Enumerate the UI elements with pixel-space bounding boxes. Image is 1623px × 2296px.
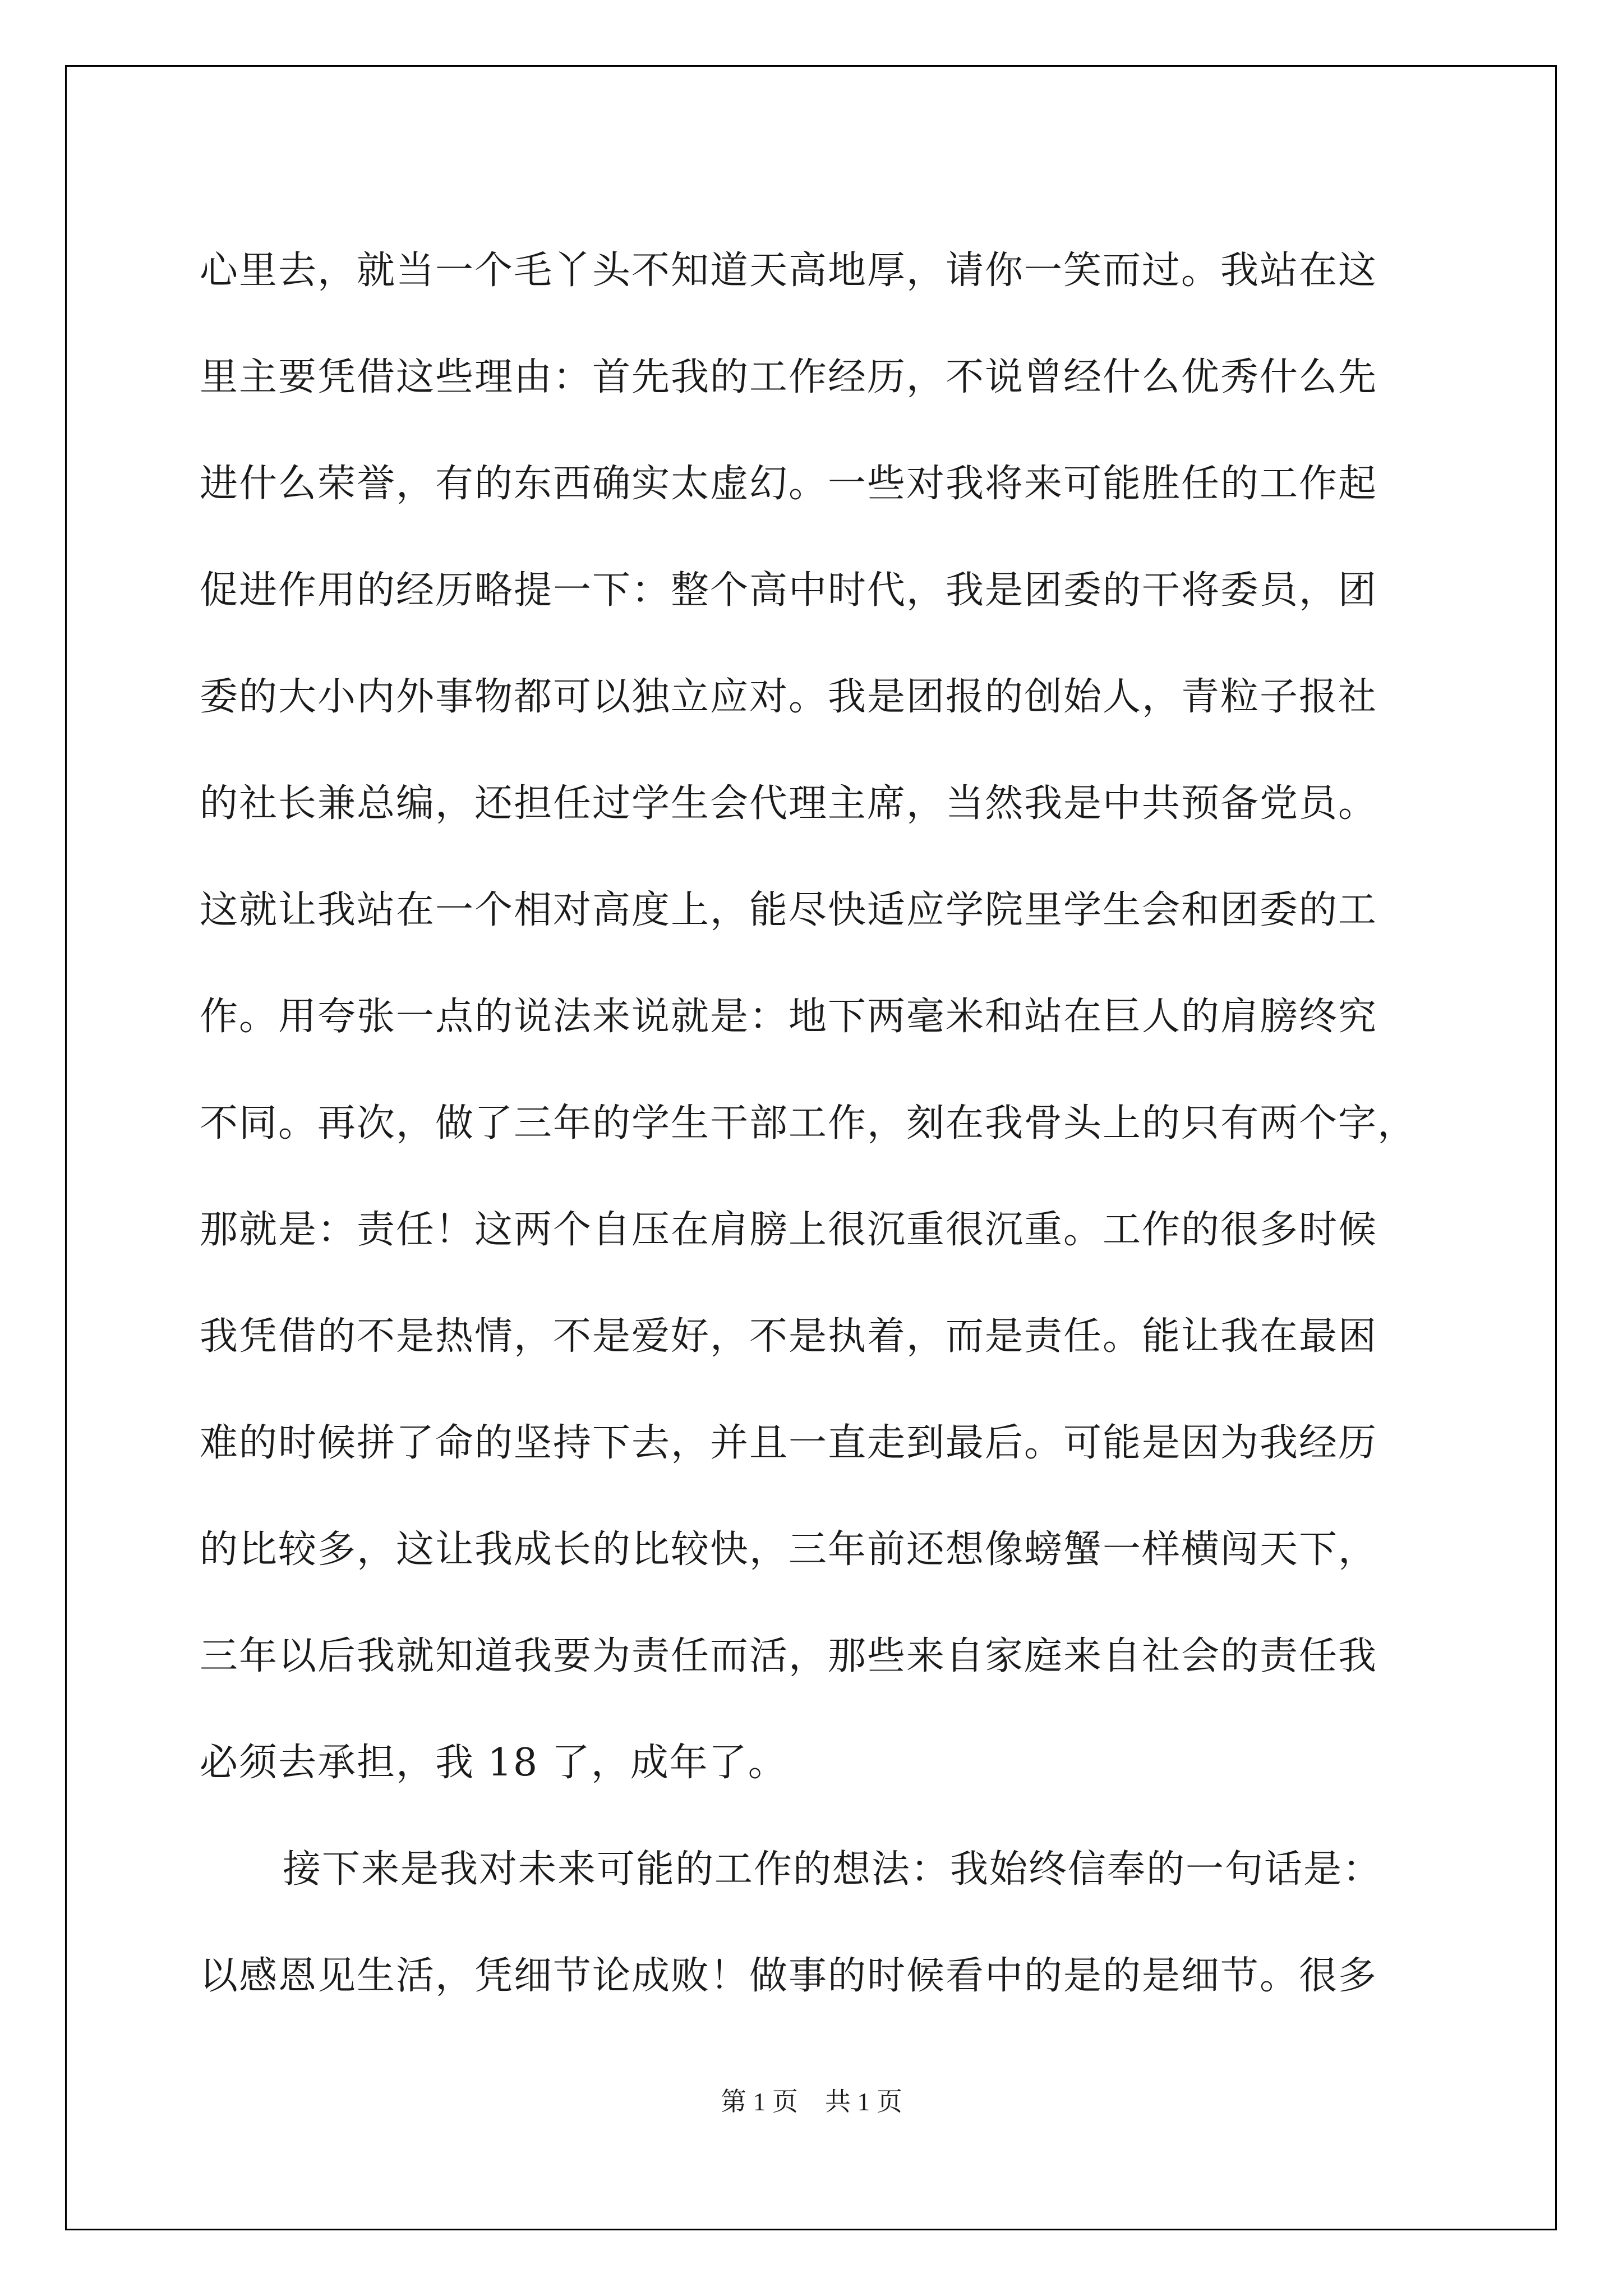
text-line: 三年以后我就知道我要为责任而活，那些来自家庭来自社会的责任我: [200, 1634, 1378, 1678]
page-number: 第 1 页: [721, 2087, 798, 2116]
text-line: 促进作用的经历略提一下：整个高中时代，我是团委的干将委员，团: [200, 568, 1378, 613]
page-total: 共 1 页: [825, 2087, 902, 2116]
text-line: 不同。再次，做了三年的学生干部工作，刻在我骨头上的只有两个字，: [200, 1101, 1417, 1145]
text-line: 委的大小内外事物都可以独立应对。我是团报的创始人，青粒子报社: [200, 675, 1378, 719]
text-line: 心里去，就当一个毛丫头不知道天高地厚，请你一笑而过。我站在这: [200, 249, 1378, 293]
text-line: 的社长兼总编，还担任过学生会代理主席，当然我是中共预备党员。: [200, 781, 1378, 826]
text-line: 以感恩见生活，凭细节论成败！做事的时候看中的是的是细节。很多: [200, 1954, 1378, 1998]
text-line: 的比较多，这让我成长的比较快，三年前还想像螃蟹一样横闯天下，: [200, 1527, 1378, 1572]
page-footer: [0, 2081, 1623, 2118]
paragraph: [200, 218, 1467, 1816]
paragraph: [200, 1816, 1467, 2030]
text-line: 必须去承担，我 18 了，成年了。: [200, 1741, 787, 1785]
text-line: 那就是：责任！这两个自压在肩膀上很沉重很沉重。工作的很多时候: [200, 1208, 1378, 1252]
text-line: 作。用夸张一点的说法来说就是：地下两毫米和站在巨人的肩膀终究: [200, 995, 1378, 1039]
text-line: 难的时候拼了命的坚持下去，并且一直走到最后。可能是因为我经历: [200, 1421, 1378, 1465]
text-line: 进什么荣誉，有的东西确实太虚幻。一些对我将来可能胜任的工作起: [200, 462, 1378, 506]
text-line: 我凭借的不是热情，不是爱好，不是执着，而是责任。能让我在最困: [200, 1314, 1378, 1359]
text-line: 这就让我站在一个相对高度上，能尽快适应学院里学生会和团委的工: [200, 888, 1378, 932]
text-line: 接下来是我对未来可能的工作的想法：我始终信奉的一句话是：: [283, 1847, 1382, 1892]
text-line: 里主要凭借这些理由：首先我的工作经历，不说曾经什么优秀什么先: [200, 355, 1378, 399]
document-body: [200, 218, 1467, 2030]
